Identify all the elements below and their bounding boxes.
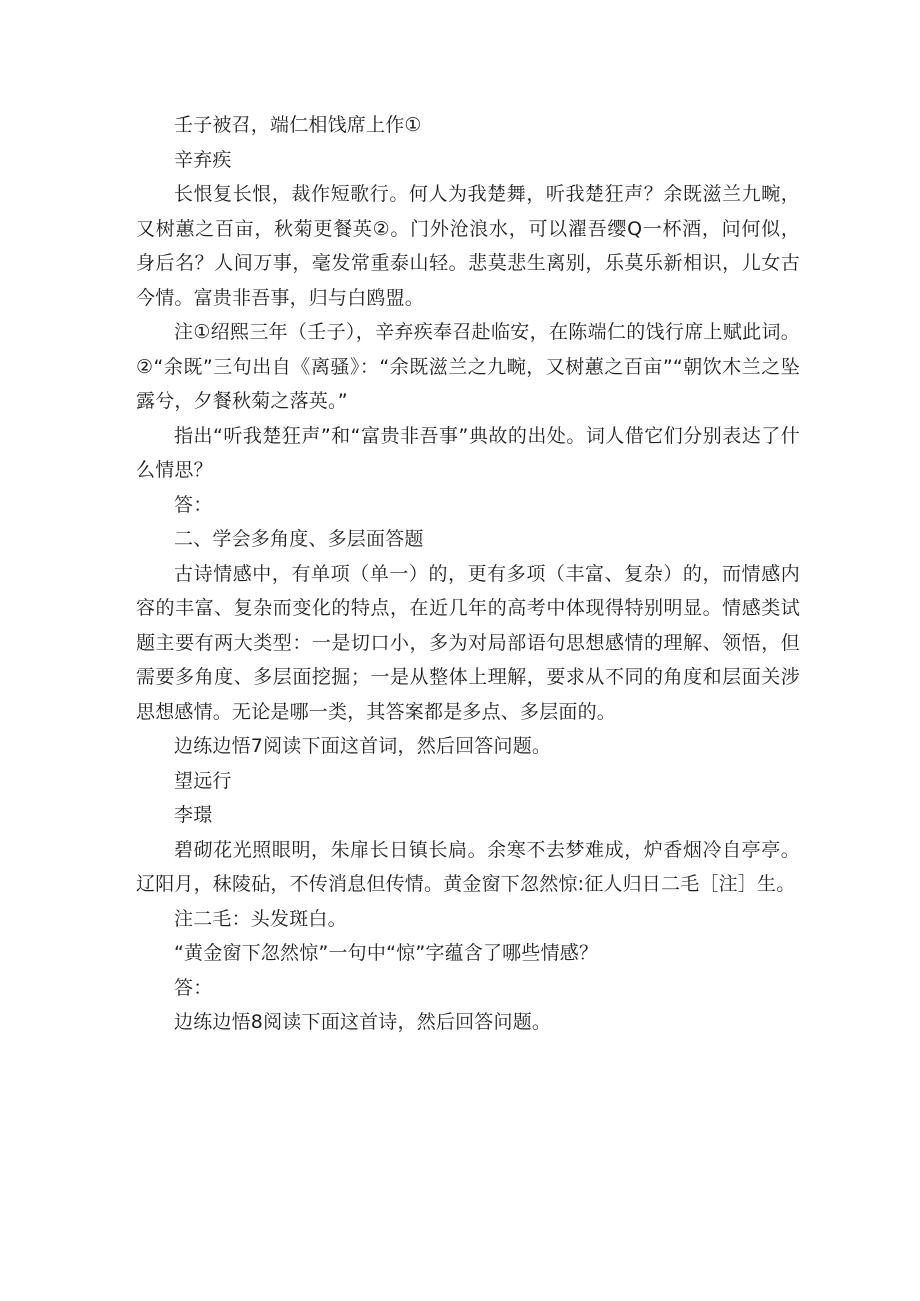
poem-author: 李璟 (174, 804, 213, 826)
poem-text: 碧砌花光照眼明，朱扉长日镇长扃。余寒不去梦难成，炉香烟冷自亭亭。辽阳月，秣陵砧，不传消息但传情。黄金窗下忽然惊:征人归日二毛［注］生。 (136, 838, 800, 895)
poem-notes: 注①绍熙三年（壬子），辛弃疾奉召赴临安，在陈端仁的饯行席上赋此词。②“余既”三句出自《离骚》：“余既滋兰之九畹，又树蕙之百亩”“朝饮木兰之坠露兮，夕餐秋菊之落英。” (136, 321, 800, 412)
section-heading: 二、学会多角度、多层面答题 (174, 528, 424, 550)
poem-text: 长恨复长恨，裁作短歌行。何人为我楚舞，听我楚狂声？余既滋兰九畹，又树蕙之百亩，秋菊更餐英②。门外沧浪水，可以濯吾缨Q一杯酒，问何似，身后名？人间万事，毫发常重泰山轻。悲莫悲生离别，乐莫乐新相识，儿女古今情。富贵非吾事，归与白鸥盟。 (136, 183, 800, 309)
answer-label: 答： (174, 976, 213, 999)
answer-label: 答： (174, 493, 213, 516)
question-text: “黄金窗下忽然惊”一句中“惊”字蕴含了哪些情感？ (174, 942, 599, 964)
poem-author: 辛弃疾 (174, 148, 232, 171)
exercise-prompt: 边练边悟8阅读下面这首诗，然后回答问题。 (174, 1011, 552, 1033)
exercise-prompt: 边练边悟7阅读下面这首词，然后回答问题。 (174, 735, 552, 757)
poem-title: 望远行 (174, 769, 232, 792)
poem-title: 壬子被召，端仁相饯席上作① (174, 114, 422, 136)
document-body (136, 108, 800, 1040)
question-text: 指出“听我楚狂声”和“富贵非吾事”典故的出处。词人借它们分别表达了什么情思？ (136, 424, 800, 481)
poem-notes: 注二毛：头发斑白。 (174, 907, 347, 930)
section-explanation: 古诗情感中，有单项（单一）的，更有多项（丰富、复杂）的，而情感内容的丰富、复杂而变化的特点，在近几年的高考中体现得特别明显。情感类试题主要有两大类型：一是切口小，多为对局部语句思想感情的理解、领悟，但需要多角度、多层面挖掘；一是从整体上理解，要求从不同的角度和层面关涉思想感情。无论是哪一类，其答案都是多点、多层面的。 (136, 562, 800, 723)
